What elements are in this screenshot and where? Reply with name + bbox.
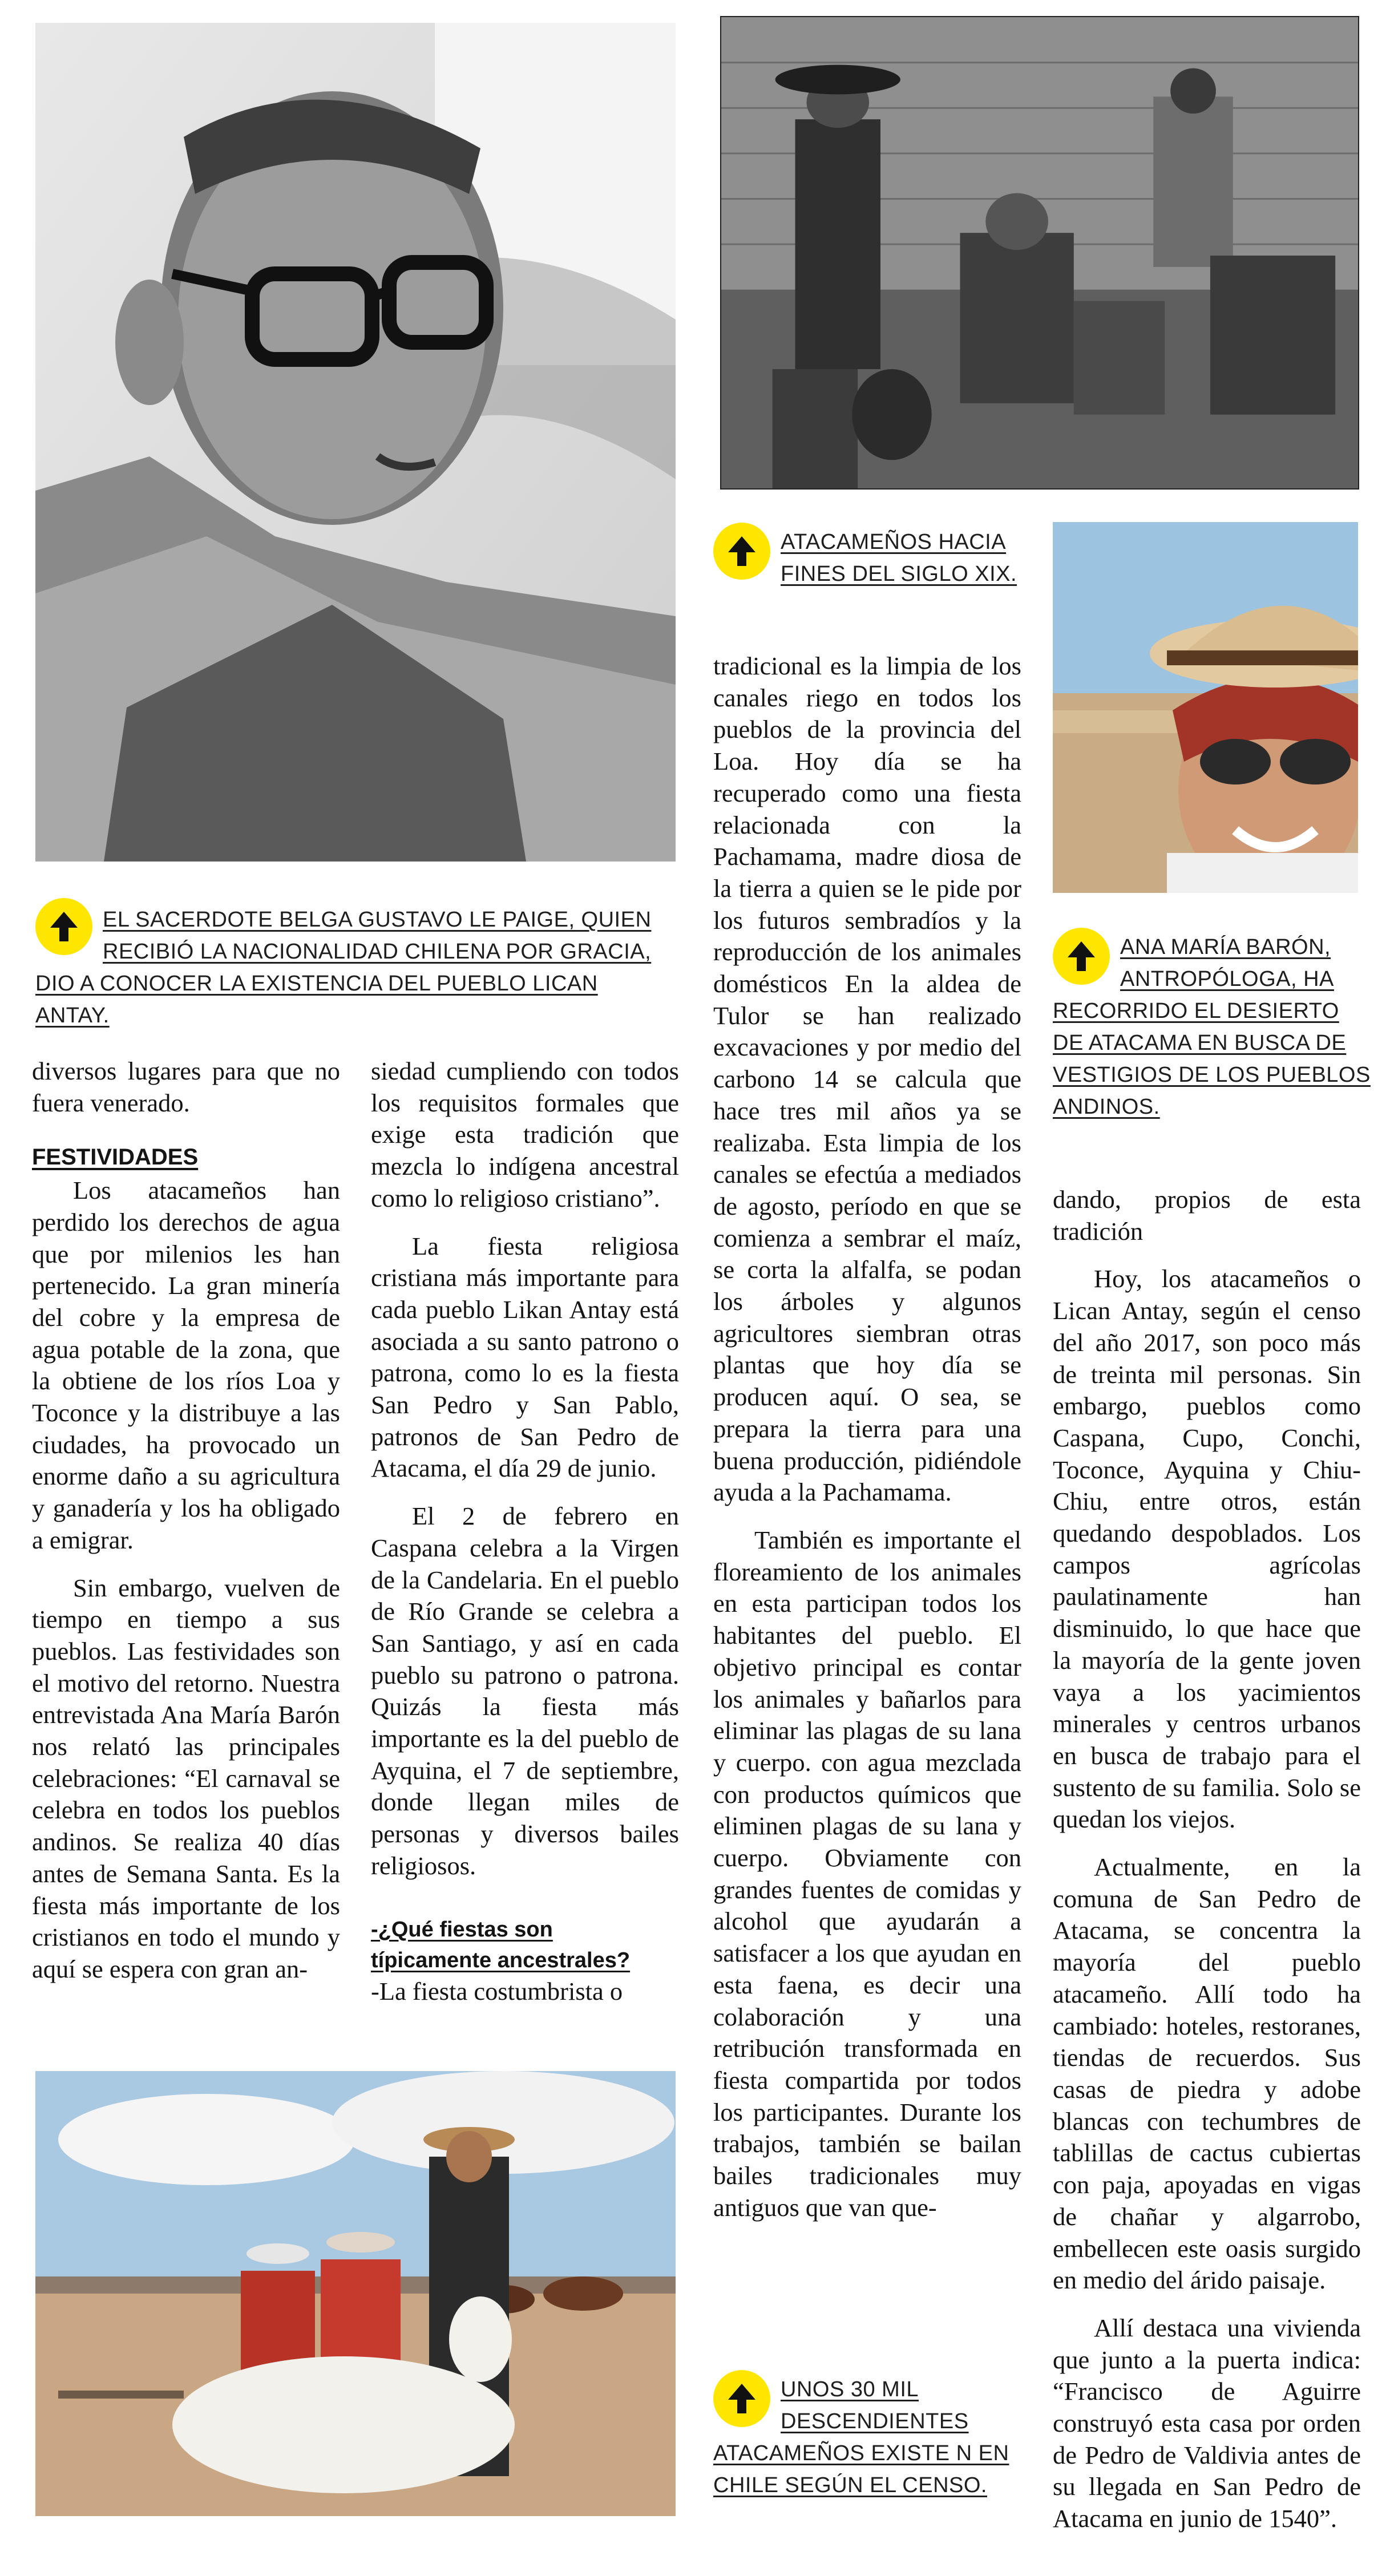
atacamenos-photo-caption xyxy=(713,520,1033,590)
llama-festival-photo xyxy=(35,2071,676,2516)
article-paragraph: Hoy, los atacameños o Lican Antay, según el censo del año 2017, son poco más de treinta mil personas. Sin embargo, pueblos como Caspana, Cupo, Conchi, Toconce, Ayquina y Chiu-Chiu, entre otros, están quedando despoblados. Los campos agrícolas paulatinamente han disminuido, lo que hace que la mayoría de la gente joven vaya a los yacimientos minerales y centros urbanos en busca de trabajo para el sustento de su familia. Solo se quedan los viejos. xyxy=(1053,1264,1361,1834)
article-paragraph: También es importante el floreamiento de los animales en esta participan todos los habitantes del pueblo. El objetivo principal es contar los animales y bañarlos para eliminar las plagas de su lana y cuerpo. con agua mezclada con productos químicos que eliminen plagas de su lana y cuerpo. Obviamente con grandes fuentes de comidas y alcohol que ayudarán a satisfacer a los que ayudan en esta faena, es decir una colaboración y una retribución transformada en fiesta compartida por todos los participantes. Durante los trabajos, también se bailan bailes tradicionales muy antiguos que van que- xyxy=(713,1525,1021,2222)
caption-line: ATACAMEÑOS HACIA xyxy=(781,530,1007,554)
caption-line: ANDINOS. xyxy=(1053,1095,1160,1119)
caption-arrow-badge xyxy=(713,2370,770,2427)
ana-maria-baron-photo xyxy=(1053,522,1358,893)
atacamenos-siglo-xix-photo xyxy=(720,16,1359,490)
caption-line: RECORRIDO EL DESIERTO xyxy=(1053,999,1339,1023)
arrow-up-icon xyxy=(724,2380,760,2417)
caption-text xyxy=(781,526,1017,590)
article-paragraph: diversos lugares para que no fuera venerado. xyxy=(32,1057,340,1117)
article-paragraph: dando, propios de esta tradición xyxy=(1053,1185,1361,1245)
article-paragraph: Sin embargo, vuelven de tiempo en tiempo a sus pueblos. Las festividades son el motivo del retorno. Nuestra entrevistada Ana María Barón nos relató las principales celebraciones: “El carnaval se celebra en todos los pueblos andinos. Se realiza 40 días antes de Semana Santa. Es la fiesta más importante de los cristianos en todo el mundo y aquí se espera con gran an- xyxy=(32,1573,340,1983)
descendientes-caption xyxy=(713,2368,1033,2501)
article-column-1 xyxy=(32,1056,340,1985)
caption-line: DIO A CONOCER LA EXISTENCIA DEL PUEBLO LICAN ANTAY. xyxy=(35,972,598,1028)
caption-arrow-badge xyxy=(713,523,770,580)
caption-text xyxy=(713,2373,1009,2501)
priest-portrait-photo xyxy=(35,23,676,862)
festividades-heading: FESTIVIDADES xyxy=(32,1145,199,1170)
priest-photo-caption xyxy=(35,896,676,1032)
interview-answer: -La fiesta costumbrista o xyxy=(371,1976,623,2005)
article-column-3 xyxy=(713,650,1021,2223)
caption-line: FINES DEL SIGLO XIX. xyxy=(781,562,1017,586)
article-paragraph: siedad cumpliendo con todos los requisitos formales que exige esta tradición que mezcla lo indígena ancestral como lo religioso cristiano”. xyxy=(371,1057,679,1212)
caption-arrow-badge xyxy=(35,898,92,955)
article-column-4 xyxy=(1053,1184,1361,2535)
caption-line: RECIBIÓ LA NACIONALIDAD CHILENA POR GRACIA, xyxy=(103,940,652,964)
article-column-2 xyxy=(371,1056,679,2007)
caption-line: ATACAMEÑOS EXISTE N EN xyxy=(713,2441,1009,2465)
caption-line: DESCENDIENTES xyxy=(781,2409,969,2433)
caption-line: CHILE SEGÚN EL CENSO. xyxy=(713,2473,987,2497)
caption-line: ANA MARÍA BARÓN, xyxy=(1120,935,1331,959)
caption-line: VESTIGIOS DE LOS PUEBLOS xyxy=(1053,1063,1371,1087)
caption-text xyxy=(1053,931,1371,1123)
article-paragraph: Los atacameños han perdido los derechos de agua que por milenios les han pertenecido. La gran minería del cobre y la empresa de agua potable de la zona, que la obtiene de los ríos Loa y Toconce y la distribuye a las ciudades, ha provocado un enorme daño a su agricultura y ganadería y los ha obligado a emigrar. xyxy=(32,1176,340,1554)
caption-line: EL SACERDOTE BELGA GUSTAVO LE PAIGE, QUIEN xyxy=(103,908,652,932)
ana-maria-photo-caption xyxy=(1053,925,1372,1123)
article-paragraph: Allí destaca una vivienda que junto a la puerta indica: “Francisco de Aguirre construyó esta casa por orden de Pedro de Valdivia antes de su llegada en San Pedro de Atacama en junio de 1540”. xyxy=(1053,2313,1361,2533)
caption-line: ANTROPÓLOGA, HA xyxy=(1120,967,1334,991)
article-paragraph: El 2 de febrero en Caspana celebra a la Virgen de la Candelaria. En el pueblo de Río Grande se celebra a San Santiago, y así en cada pueblo su patrono o patrona. Quizás la fiesta más importante es la del pueblo de Ayquina, el 7 de septiembre, donde llegan miles de personas y diversos bailes religiosos. xyxy=(371,1502,679,1880)
article-paragraph: Actualmente, en la comuna de San Pedro de Atacama, se concentra la mayoría del pueblo atacameño. Allí todo ha cambiado: hoteles, restoranes, tiendas de recuerdos. Sus casas de piedra y adobe blancas con techumbres de tablillas de cactus cubiertas con paja, apoyadas en vigas de chañar y algarrobo, embellecen este oasis surgido en medio del árido paisaje. xyxy=(1053,1853,1361,2295)
article-paragraph: tradicional es la limpia de los canales riego en todos los pueblos de la provincia del Loa. Hoy día se ha recuperado como una fiesta relacionada con la Pachamama, madre diosa de la tierra a quien se le pide por los futuros sembradíos y la reproducción de los animales domésticos En la aldea de Tulor se han realizado excavaciones y por medio del carbono 14 se calcula que hace tres mil años ya se realizaba. Esta limpia de los canales se efectúa a mediados de agosto, período en que se comienza a sembrar el maíz, se corta la alfalfa, se podan los árboles y algunos agricultores siembran otras plantas que hoy día se producen aquí. O sea, se prepara la tierra para una buena producción, pidiéndole ayuda a la Pachamama. xyxy=(713,652,1021,1507)
caption-line: UNOS 30 MIL xyxy=(781,2377,919,2401)
caption-text xyxy=(35,904,676,1032)
interview-question: -¿Qué fiestas son típicamente ancestrales? xyxy=(371,1917,631,1972)
caption-arrow-badge xyxy=(1053,928,1110,985)
article-paragraph: La fiesta religiosa cristiana más importante para cada pueblo Likan Antay está asociada a su santo patrono o patrona, como lo es la fiesta San Pedro y San Pablo, patronos de San Pedro de Atacama, el día 29 de junio. xyxy=(371,1231,679,1483)
arrow-up-icon xyxy=(724,533,760,569)
arrow-up-icon xyxy=(46,908,82,945)
arrow-up-icon xyxy=(1063,938,1100,974)
caption-line: DE ATACAMA EN BUSCA DE xyxy=(1053,1031,1347,1055)
